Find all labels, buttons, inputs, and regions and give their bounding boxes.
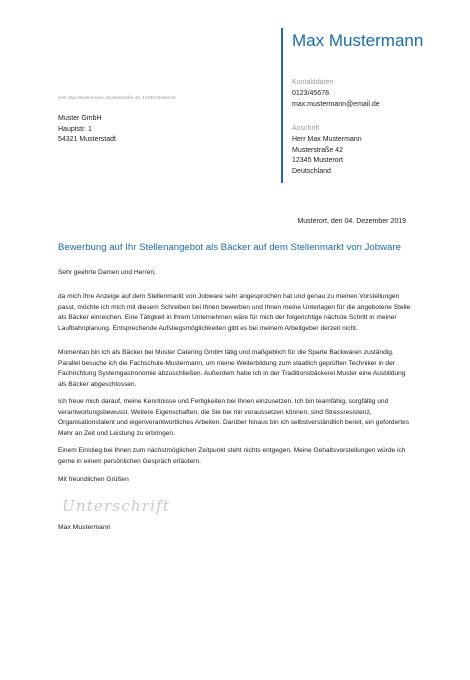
signature-placeholder: Unterschrift [62, 497, 171, 515]
salutation: Sehr geehrte Damen und Herren, [58, 269, 156, 276]
address-line: Herr Max Mustermann [292, 136, 362, 143]
body-paragraph: da mich Ihre Anzeige auf dem Stellenmarkt von Jobware sehr angesprochen hat und genau zu meinen Vorstellungen passt, möchte ich mich mit diesem Schreiben bei Ihnen bewerben und Ihnen meine Unterlagen für die angebotene Stelle als Bäcker einreichen. Eine Tätigkeit in Ihrem Unternehmen wäre für mich der folgerichtige nächste Schritt in meiner Laufbahnplanung. Entsprechende Aufstiegsmöglichkeiten gibt es bei meinem Arbeitgeber derzeit nicht. [58, 293, 411, 332]
contact-phone: 0123/45678 [292, 90, 329, 97]
letter-subject: Bewerbung auf Ihr Stellenangebot als Bäcker auf dem Stellenmarkt von Jobware [58, 242, 401, 253]
body-paragraph: Einem Einstieg bei Ihnen zum nächstmöglichen Zeitpunkt steht nichts entgegen. Meine Gehaltsvorstellungen würde ich gerne in einem persönlichen Gespräch erläutern. [58, 447, 406, 465]
closing: Mit freundlichen Grüßen [58, 476, 129, 483]
signer-name: Max Mustermann [58, 524, 111, 531]
sender-return-line: Herr Max Mustermann, Musterstraße 42, 12345 Musterort [58, 95, 176, 100]
contact-email: max.mustermann@email.de [292, 101, 380, 108]
body-paragraph: Ich freue mich darauf, meine Kenntnisse und Fertigkeiten bei Ihnen einzusetzen. Ich bin teamfähig, sorgfältig und verantwortungsbewusst. Weitere Eigenschaften, die Sie bei mir voraussetzen können, sind Stressresistenz, Organisationstalent und eigenverantwortliches Arbeiten. Darüber hinaus bin ich selbstverständlich bereit, ein gefordertes Mehr an Zeit und Leistung zu erbringen. [58, 398, 410, 437]
recipient-line: Muster GmbH [58, 115, 102, 122]
letter-date: Musterort, den 04. Dezember 2019 [297, 218, 406, 225]
applicant-name: Max Mustermann [292, 31, 424, 50]
address-line: Musterstraße 42 [292, 146, 343, 154]
address-line: Deutschland [292, 167, 331, 175]
address-line: 12345 Musterort [292, 157, 343, 164]
recipient-address [58, 114, 116, 146]
contact-label: Kontaktdaten [292, 79, 334, 86]
recipient-line: Hauptstr. 1 [58, 125, 92, 133]
body-paragraph: Momentan bin ich als Bäcker bei Muster Catering GmbH tätig und maßgeblich für die Sparte Backwaren zuständig. Parallel besuche ich die Fachschule-Mustermann, um meine Weiterbildung zum staatlich geprüften Techniker in der Fachrichtung Systemgastronomie abzuschließen. Außerdem habe ich in der Traditionsbäckerei Muster eine Ausbildung als Bäcker abgeschlossen. [58, 349, 406, 388]
address-label: Anschrift [292, 125, 320, 132]
accent-divider [281, 28, 283, 183]
recipient-line: 54321 Musterstadt [58, 136, 116, 143]
